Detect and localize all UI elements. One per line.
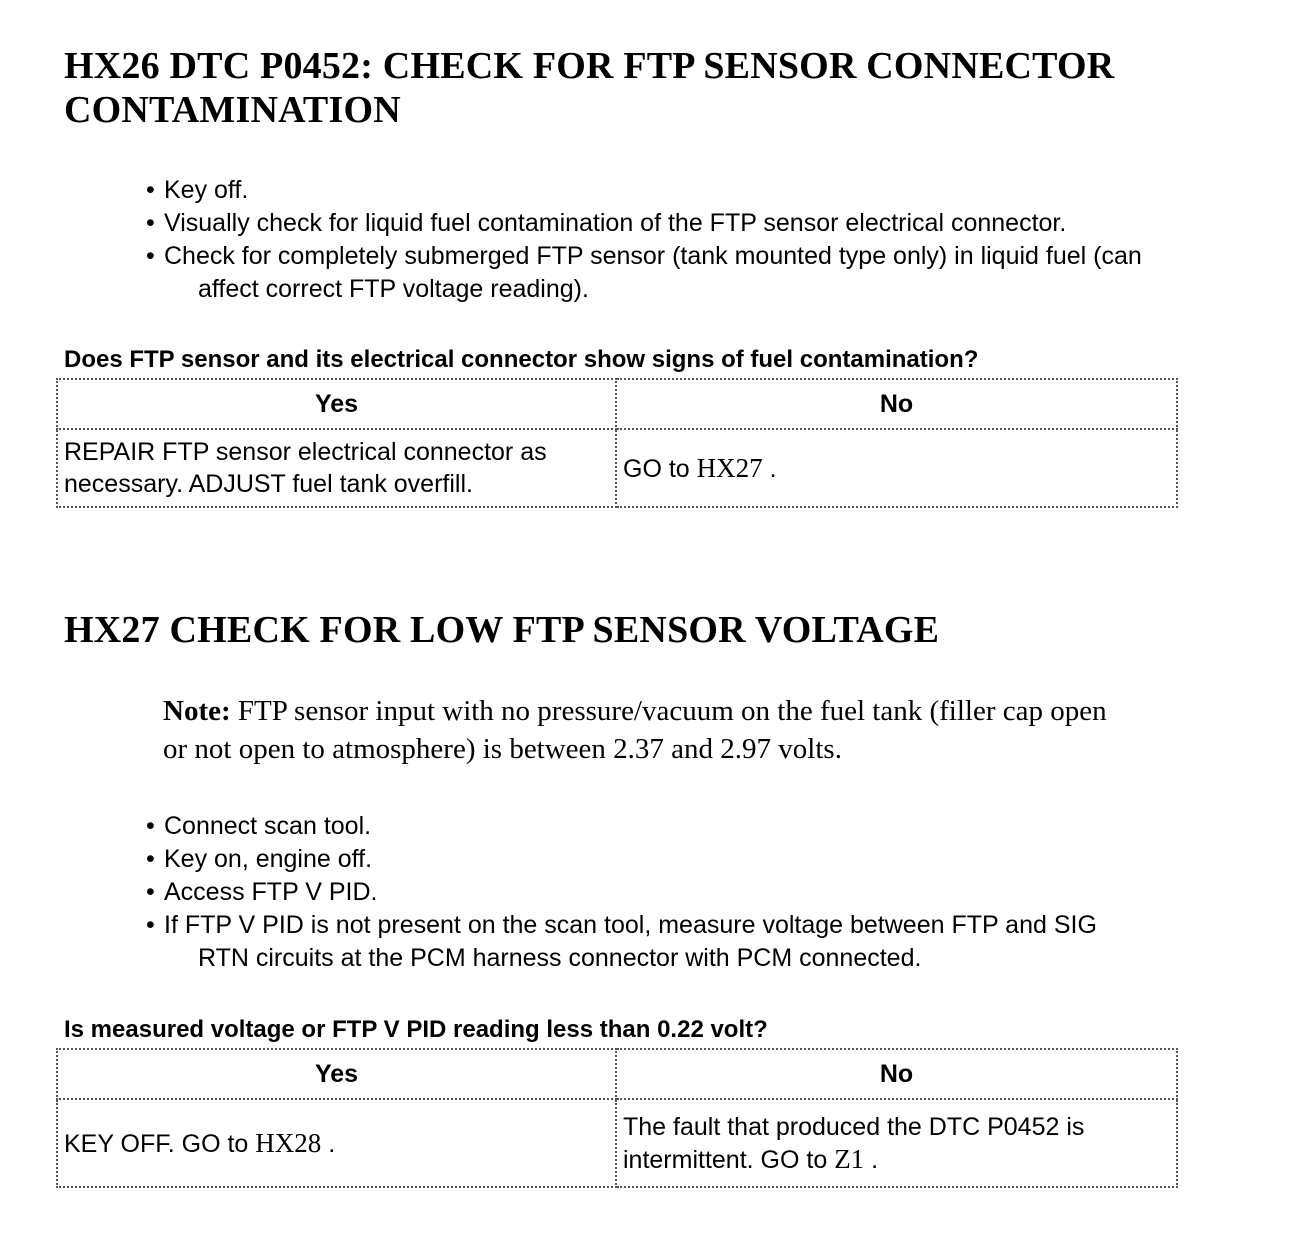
no-header: No [616, 379, 1177, 429]
link-hx27[interactable]: HX27 [696, 452, 763, 483]
hx26-question: Does FTP sensor and its electrical connector show signs of fuel contamination? [64, 346, 979, 373]
table-row [57, 1099, 1177, 1187]
bullet-icon: • [146, 242, 155, 270]
hx27-yes-no-table [56, 1048, 1178, 1188]
table-row [57, 429, 1177, 507]
bullet-text-continued: affect correct FTP voltage reading). [198, 275, 589, 303]
list-item [146, 207, 1276, 240]
hx26-title-line1: HX26 DTC P0452: CHECK FOR FTP SENSOR CONNECTOR [64, 45, 1115, 87]
list-item [146, 174, 1276, 207]
no-cell: GO to HX27 . [616, 429, 1177, 507]
bullet-icon: • [146, 845, 155, 873]
yes-cell: REPAIR FTP sensor electrical connector as necessary. ADJUST fuel tank overfill. [57, 429, 616, 507]
list-item [146, 810, 1276, 843]
hx27-note [163, 692, 1273, 768]
note-text-line2: or not open to atmosphere) is between 2.37 and 2.97 volts. [163, 733, 842, 765]
bullet-text-continued: RTN circuits at the PCM harness connector with PCM connected. [198, 944, 922, 972]
table-header-row [57, 379, 1177, 429]
list-item [146, 843, 1276, 876]
hx26-title-line2: CONTAMINATION [64, 89, 401, 131]
bullet-icon: • [146, 878, 155, 906]
hx27-question: Is measured voltage or FTP V PID reading less than 0.22 volt? [64, 1016, 768, 1043]
bullet-text: If FTP V PID is not present on the scan tool, measure voltage between FTP and SIG [164, 911, 1097, 939]
hx26-yes-no-table [56, 378, 1178, 508]
list-item [146, 909, 1276, 975]
hx26-title [64, 44, 1114, 132]
yes-header: Yes [57, 379, 616, 429]
bullet-text: Connect scan tool. [164, 812, 372, 840]
yes-cell: KEY OFF. GO to HX28 . [57, 1099, 616, 1187]
note-label: Note: [163, 695, 231, 727]
bullet-text: Access FTP V PID. [164, 878, 378, 906]
list-item [146, 240, 1276, 306]
bullet-text: Key off. [164, 176, 249, 204]
hx26-bullet-list [146, 174, 1276, 306]
no-header: No [616, 1049, 1177, 1099]
table-header-row [57, 1049, 1177, 1099]
bullet-icon: • [146, 209, 155, 237]
bullet-icon: • [146, 911, 155, 939]
hx27-title: HX27 CHECK FOR LOW FTP SENSOR VOLTAGE [64, 609, 940, 651]
link-z1[interactable]: Z1 [834, 1143, 865, 1174]
bullet-icon: • [146, 176, 155, 204]
bullet-text: Key on, engine off. [164, 845, 373, 873]
yes-header: Yes [57, 1049, 616, 1099]
bullet-icon: • [146, 812, 155, 840]
bullet-text: Visually check for liquid fuel contamination of the FTP sensor electrical connector. [164, 209, 1067, 237]
list-item [146, 876, 1276, 909]
note-text-line1: FTP sensor input with no pressure/vacuum on the fuel tank (filler cap open [230, 695, 1107, 727]
hx27-bullet-list [146, 810, 1276, 975]
no-cell: The fault that produced the DTC P0452 is intermittent. GO to Z1 . [616, 1099, 1177, 1187]
link-hx28[interactable]: HX28 [255, 1127, 322, 1158]
bullet-text: Check for completely submerged FTP sensor (tank mounted type only) in liquid fuel (can [164, 242, 1142, 270]
